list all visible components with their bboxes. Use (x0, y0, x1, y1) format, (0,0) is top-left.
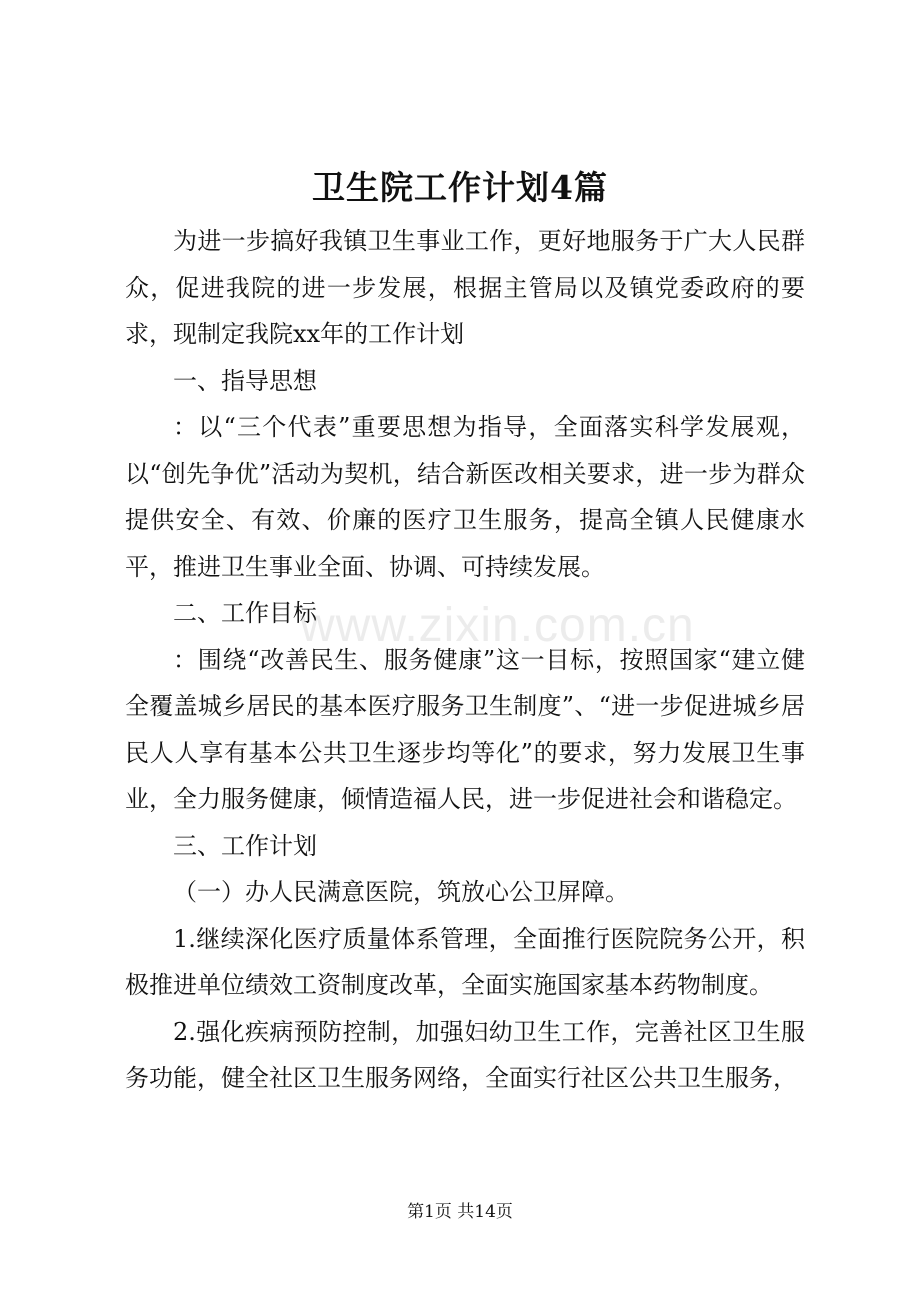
section-heading-guiding-ideology: 一、指导思想 (173, 366, 317, 395)
section-heading-work-plan: 三、工作计划 (173, 831, 317, 860)
paragraph-item-1: 1.继续深化医疗质量体系管理，全面推行医院院务公开，积极推进单位绩效工资制度改革，全面实施国家基本药物制度。 (125, 924, 805, 999)
paragraph-intro: 为进一步搞好我镇卫生事业工作，更好地服务于广大人民群众，促进我院的进一步发展，根据主管局以及镇党委政府的要求，现制定我院xx年的工作计划 (125, 227, 805, 348)
document-title: 卫生院工作计划4篇 (312, 168, 608, 207)
watermark: www.zixin.com.cn (300, 599, 695, 652)
page-footer: 第1页 共14页 (407, 1202, 513, 1222)
section-heading-work-goals: 二、工作目标 (173, 599, 317, 627)
paragraph-guiding-ideology: ：以“三个代表”重要思想为指导，全面落实科学发展观，以“创先争优”活动为契机，结合新医改相关要求，进一步为群众提供安全、有效、价廉的医疗卫生服务，提高全镇人民健康水平，推进卫生事业全面、协调、可持续发展。 (125, 413, 805, 581)
paragraph-work-goals: ：围绕“改善民生、服务健康”这一目标，按照国家“建立健全覆盖城乡居民的基本医疗服务卫生制度”、“进一步促进城乡居民人人享有基本公共卫生逐步均等化”的要求，努力发展卫生事业，全力服务健康，倾情造福人民，进一步促进社会和谐稳定。 (125, 645, 805, 813)
subsection-heading-1: （一）办人民满意医院，筑放心公卫屏障。 (173, 878, 629, 906)
paragraph-item-2: 2.强化疾病预防控制，加强妇幼卫生工作，完善社区卫生服务功能，健全社区卫生服务网络，全面实行社区公共卫生服务， (125, 1017, 805, 1092)
document-body (125, 218, 805, 1102)
